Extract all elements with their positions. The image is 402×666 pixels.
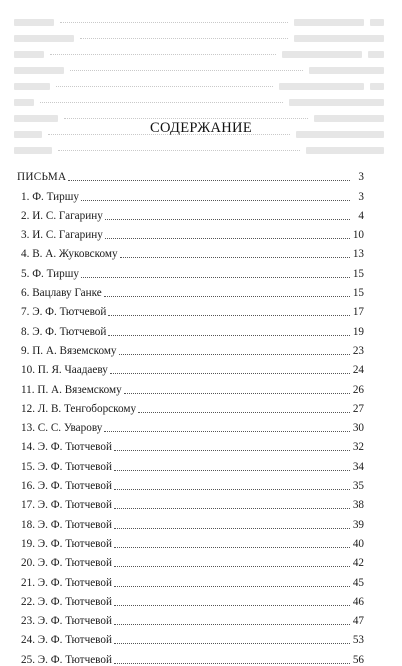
toc-entry-page: 15 [352, 287, 364, 300]
toc-entry[interactable] [17, 241, 364, 260]
dot-leader [114, 450, 350, 451]
toc-entry-label: 20. Э. Ф. Тютчевой [21, 557, 112, 570]
toc-entry[interactable] [17, 492, 364, 511]
page-title: СОДЕРЖАНИЕ [150, 120, 252, 136]
toc-section[interactable] [17, 164, 364, 183]
toc-entry[interactable] [17, 222, 364, 241]
toc-entry-label: 1. Ф. Тиршу [21, 190, 79, 203]
toc-entry-page: 3 [358, 190, 364, 203]
toc-entry-label: 22. Э. Ф. Тютчевой [21, 595, 112, 608]
toc-entry[interactable] [17, 415, 364, 434]
toc-entry[interactable] [17, 531, 364, 550]
dot-leader [114, 566, 350, 567]
toc-entry-page: 32 [352, 441, 364, 454]
dot-leader [114, 489, 350, 490]
dot-leader [81, 200, 350, 201]
toc-entry-label: 21. Э. Ф. Тютчевой [21, 576, 112, 589]
dot-leader [119, 354, 351, 355]
toc-entry-label: 25. Э. Ф. Тютчевой [21, 653, 112, 666]
toc-entry-label: 12. Л. В. Тенгоборскому [21, 402, 137, 415]
toc-entry-page: 56 [352, 653, 364, 666]
toc-entry-page: 38 [352, 499, 364, 512]
toc-entry-label: 7. Э. Ф. Тютчевой [21, 306, 107, 319]
toc-entry[interactable] [17, 646, 364, 665]
toc-entry[interactable] [17, 376, 364, 395]
toc-entry[interactable] [17, 473, 364, 492]
toc-entry-page: 39 [352, 518, 364, 531]
dot-leader [105, 219, 350, 220]
dot-leader [114, 508, 350, 509]
toc-entry-page: 47 [352, 615, 364, 628]
toc-entry[interactable] [17, 627, 364, 646]
toc-entry-label: 13. С. С. Уварову [21, 422, 103, 435]
toc-entry[interactable] [17, 569, 364, 588]
toc-entry[interactable] [17, 511, 364, 530]
dot-leader [120, 257, 350, 258]
dot-leader [81, 277, 350, 278]
toc-entry[interactable] [17, 550, 364, 569]
toc-entry[interactable] [17, 318, 364, 337]
dot-leader [114, 624, 350, 625]
toc-entry[interactable] [17, 203, 364, 222]
toc-entry-page: 26 [352, 383, 364, 396]
toc-entry[interactable] [17, 453, 364, 472]
toc-entry-label: 16. Э. Ф. Тютчевой [21, 480, 112, 493]
toc-entry-label: 23. Э. Ф. Тютчевой [21, 615, 112, 628]
toc-entry-label: 2. И. С. Гагарину [21, 209, 103, 222]
toc-entry-label: 3. И. С. Гагарину [21, 229, 103, 242]
toc-entry-label: 11. П. А. Вяземскому [21, 383, 122, 396]
toc-entry-page: 53 [352, 634, 364, 647]
toc-entry[interactable] [17, 183, 364, 202]
dot-leader [68, 180, 350, 181]
toc-entry-page: 34 [352, 460, 364, 473]
dot-leader [114, 663, 350, 664]
dot-leader [104, 431, 350, 432]
toc-entry-label: 19. Э. Ф. Тютчевой [21, 537, 112, 550]
toc-entry-page: 23 [352, 344, 364, 357]
dot-leader [114, 643, 350, 644]
dot-leader [114, 586, 350, 587]
dot-leader [114, 528, 350, 529]
toc-entry-page: 4 [358, 209, 364, 222]
toc-entry-page: 10 [352, 229, 364, 242]
toc-entry-page: 27 [352, 402, 364, 415]
toc-entry[interactable] [17, 608, 364, 627]
dot-leader [138, 412, 350, 413]
toc-entry-label: 10. П. Я. Чаадаеву [21, 364, 108, 377]
dot-leader [108, 315, 350, 316]
dot-leader [114, 605, 350, 606]
dot-leader [104, 296, 350, 297]
toc-entry-page: 46 [352, 595, 364, 608]
toc-entry-label: 6. Вацлаву Ганке [21, 287, 102, 300]
toc-entry-label: 17. Э. Ф. Тютчевой [21, 499, 112, 512]
toc-entry-page: 15 [352, 267, 364, 280]
toc-entry-page: 30 [352, 422, 364, 435]
toc-entry[interactable] [17, 260, 364, 279]
dot-leader [105, 238, 350, 239]
toc-section-label: ПИСЬМА [17, 171, 67, 184]
toc-entry[interactable] [17, 338, 364, 357]
toc-entry-page: 42 [352, 557, 364, 570]
toc-entry[interactable] [17, 299, 364, 318]
toc-entry-page: 17 [352, 306, 364, 319]
toc-entry-label: 24. Э. Ф. Тютчевой [21, 634, 112, 647]
toc-entry[interactable] [17, 280, 364, 299]
toc-entry-page: 19 [352, 325, 364, 338]
toc-entry[interactable] [17, 589, 364, 608]
dot-leader [114, 470, 350, 471]
toc-entry-list [17, 183, 364, 665]
dot-leader [110, 373, 350, 374]
toc-entry-page: 24 [352, 364, 364, 377]
table-of-contents [17, 164, 364, 666]
toc-entry-page: 13 [352, 248, 364, 261]
toc-entry[interactable] [17, 434, 364, 453]
toc-entry-label: 18. Э. Ф. Тютчевой [21, 518, 112, 531]
toc-entry-page: 35 [352, 480, 364, 493]
toc-entry-label: 15. Э. Ф. Тютчевой [21, 460, 112, 473]
toc-entry[interactable] [17, 396, 364, 415]
toc-entry-label: 9. П. А. Вяземскому [21, 344, 117, 357]
dot-leader [124, 393, 350, 394]
toc-entry-page: 40 [352, 537, 364, 550]
dot-leader [108, 335, 350, 336]
toc-entry[interactable] [17, 357, 364, 376]
dot-leader [114, 547, 350, 548]
toc-entry-label: 5. Ф. Тиршу [21, 267, 79, 280]
toc-entry-label: 8. Э. Ф. Тютчевой [21, 325, 107, 338]
toc-entry-label: 14. Э. Ф. Тютчевой [21, 441, 112, 454]
toc-entry-page: 45 [352, 576, 364, 589]
toc-section-page: 3 [358, 171, 364, 184]
toc-entry-label: 4. В. А. Жуковскому [21, 248, 118, 261]
